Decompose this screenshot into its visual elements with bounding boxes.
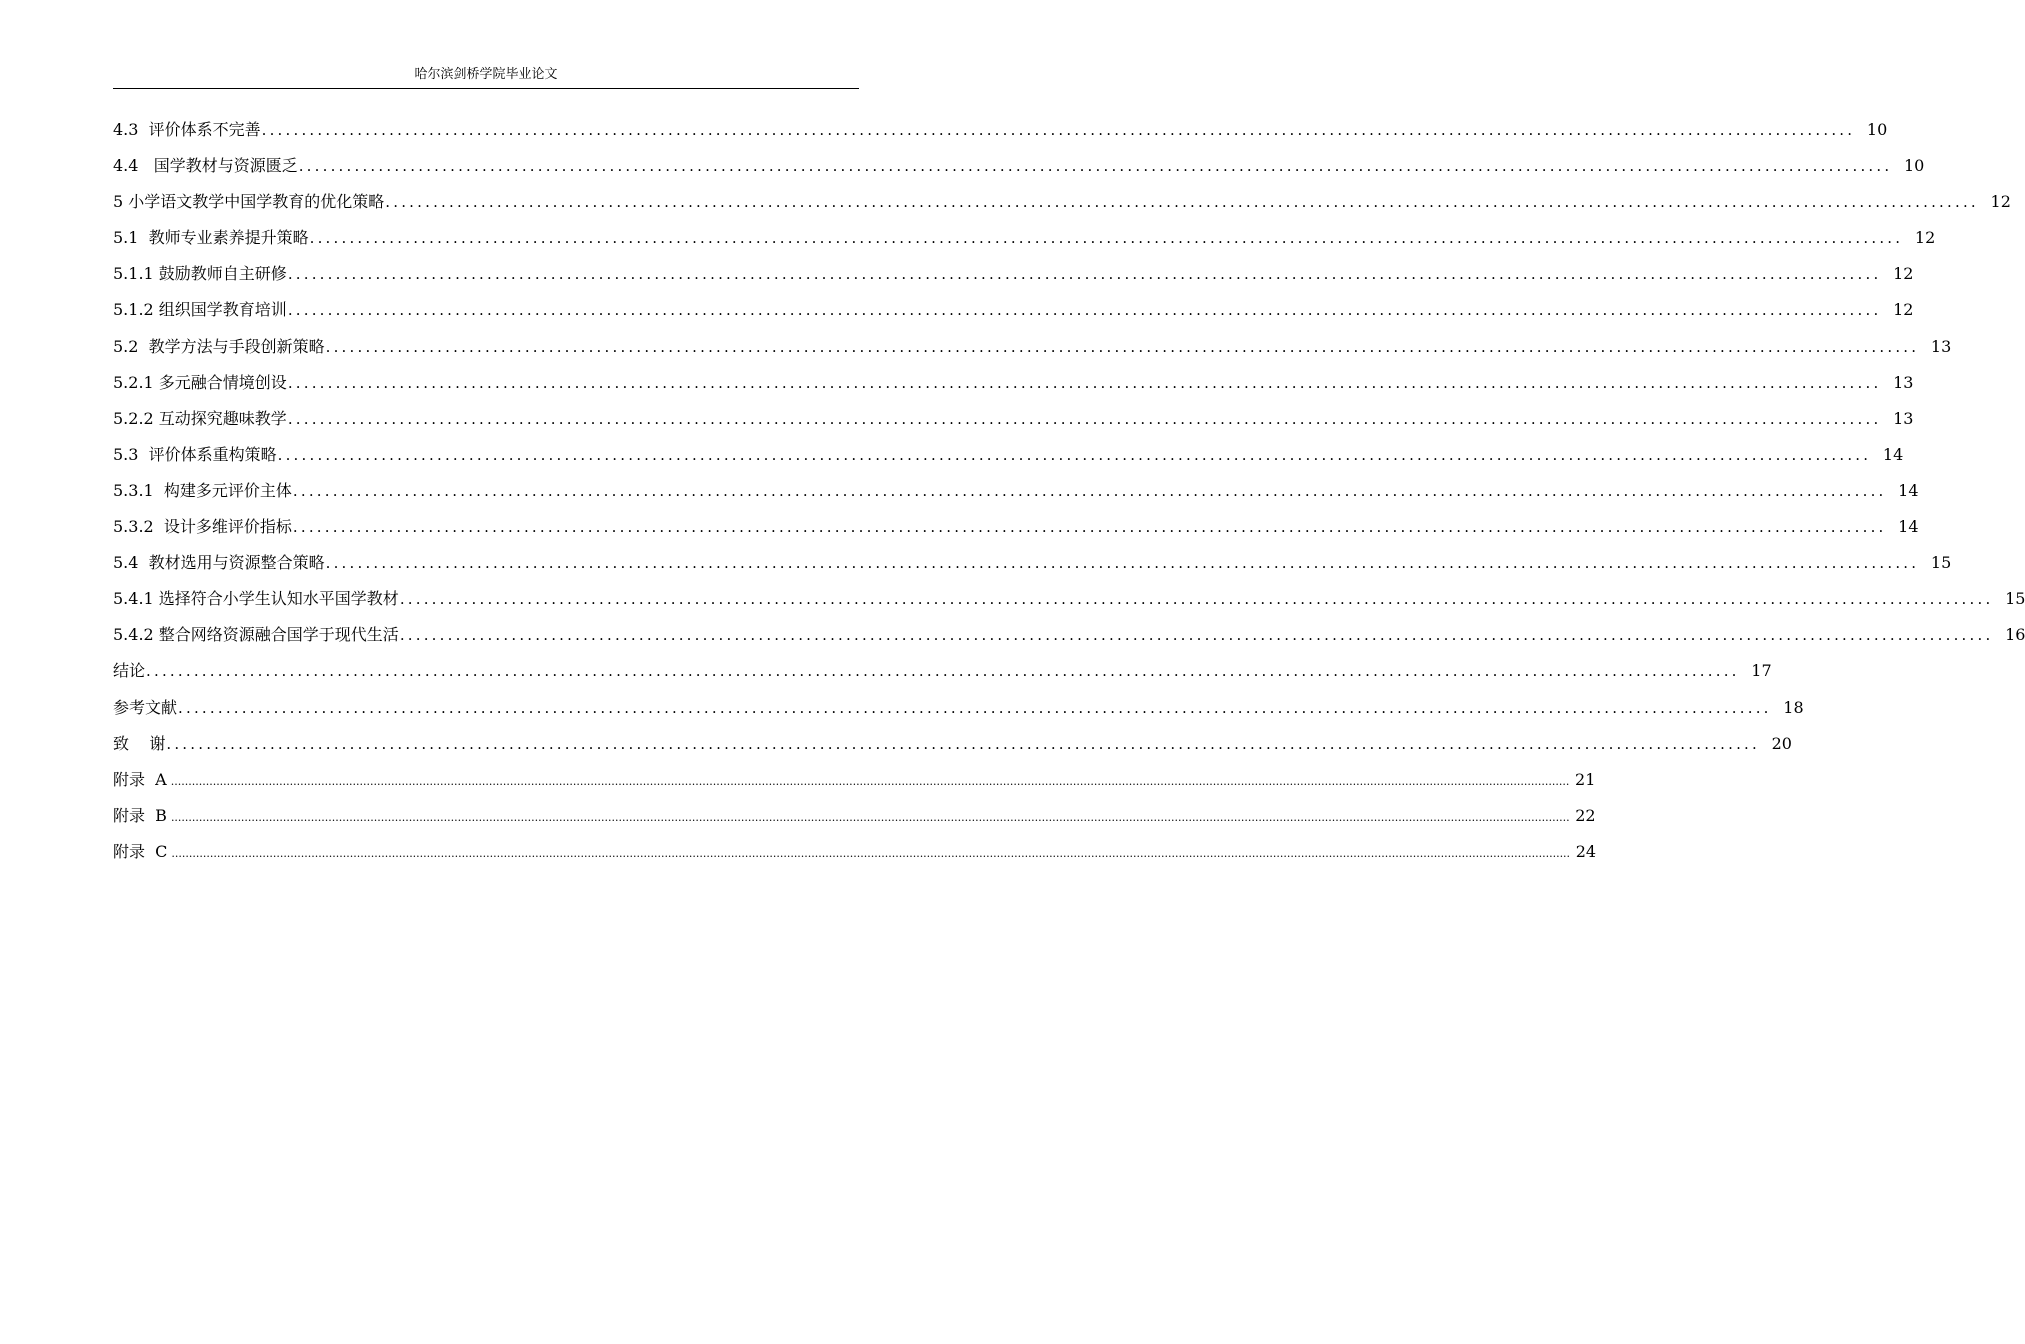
toc-entry[interactable] <box>113 188 2011 224</box>
toc-dot-leader: ................................................................................................................................................................................................................................................................................................................................................................................................................ <box>170 810 1570 824</box>
page-header: 哈尔滨剑桥学院毕业论文 <box>414 67 558 82</box>
toc-dot-leader: ........................................................................................................................................................................................................ <box>166 734 1760 753</box>
toc-dot-leader: ........................................................................................................................................................................................................ <box>287 265 1882 284</box>
toc-entry-page-number: 21 <box>1575 769 1596 789</box>
toc-entry[interactable] <box>113 296 1914 332</box>
toc-entry[interactable] <box>113 116 1888 152</box>
toc-entry-page-number: 15 <box>2005 589 2025 609</box>
toc-dot-leader: ........................................................................................................................................................................................................ <box>287 373 1882 392</box>
toc-entry-page-number: 14 <box>1898 517 1919 537</box>
toc-entry-title: 附录 C <box>113 841 168 861</box>
header-rule <box>113 88 859 89</box>
toc-entry-page-number: 15 <box>1930 553 1952 573</box>
toc-entry-page-number: 13 <box>1893 372 1914 392</box>
toc-entry-page-number: 13 <box>1930 336 1952 356</box>
toc-dot-leader: ........................................................................................................................................................................................................ <box>146 662 1740 681</box>
toc-entry-page-number: 12 <box>1914 228 1936 248</box>
toc-entry-page-number: 22 <box>1575 805 1596 825</box>
toc-entry-page-number: 12 <box>1893 264 1914 284</box>
toc-dot-leader: ........................................................................................................................................................................................................ <box>292 518 1887 537</box>
toc-dot-leader: ........................................................................................................................................................................................................ <box>325 337 1920 356</box>
table-of-contents <box>113 116 2025 874</box>
toc-entry-title: 5.2.2 互动探究趣味教学 <box>113 408 287 428</box>
toc-entry-title: 4.3 评价体系不完善 <box>113 120 261 139</box>
toc-entry[interactable] <box>113 838 1597 874</box>
toc-entry[interactable] <box>113 260 1914 296</box>
toc-entry-page-number: 16 <box>2005 625 2025 645</box>
toc-entry[interactable] <box>113 694 1804 730</box>
toc-entry-title: 附录 B <box>113 805 167 825</box>
toc-entry-page-number: 18 <box>1783 697 1804 717</box>
toc-entry[interactable] <box>113 405 1914 441</box>
toc-dot-leader: ........................................................................................................................................................................................................ <box>325 554 1920 573</box>
toc-entry-page-number: 10 <box>1903 156 1925 176</box>
toc-dot-leader: ........................................................................................................................................................................................................ <box>309 229 1904 248</box>
toc-dot-leader: ........................................................................................................................................................................................................ <box>292 481 1887 500</box>
toc-entry[interactable] <box>113 621 2025 657</box>
toc-entry-page-number: 12 <box>1990 192 2011 212</box>
toc-dot-leader: ........................................................................................................................................................................................................ <box>261 121 1856 139</box>
toc-entry-title: 5 小学语文教学中国学教育的优化策略 <box>113 192 385 212</box>
toc-dot-leader: ........................................................................................................................................................................................................ <box>298 157 1893 176</box>
toc-entry-page-number: 14 <box>1898 480 1919 500</box>
toc-dot-leader: ........................................................................................................................................................................................................ <box>385 193 1979 212</box>
toc-entry-title: 5.1 教师专业素养提升策略 <box>113 228 309 248</box>
toc-entry[interactable] <box>113 441 1904 477</box>
toc-dot-leader: ........................................................................................................................................................................................................ <box>287 301 1882 320</box>
toc-entry[interactable] <box>113 766 1596 802</box>
toc-entry-title: 5.4 教材选用与资源整合策略 <box>113 553 325 573</box>
toc-entry-page-number: 17 <box>1751 661 1772 681</box>
toc-entry-page-number: 12 <box>1893 300 1914 320</box>
toc-entry-title: 5.1.1 鼓励教师自主研修 <box>113 264 287 284</box>
toc-entry-title: 5.4.1 选择符合小学生认知水平国学教材 <box>113 589 399 609</box>
toc-entry[interactable] <box>113 585 2025 621</box>
toc-entry-page-number: 10 <box>1866 120 1888 139</box>
toc-dot-leader: ........................................................................................................................................................................................................ <box>399 626 1994 645</box>
toc-entry-title: 5.3 评价体系重构策略 <box>113 444 277 464</box>
toc-entry[interactable] <box>113 477 1919 513</box>
toc-entry-page-number: 13 <box>1893 408 1914 428</box>
toc-dot-leader: ................................................................................................................................................................................................................................................................................................................................................................................................................ <box>171 846 1571 860</box>
toc-dot-leader: ........................................................................................................................................................................................................ <box>399 590 1994 609</box>
toc-dot-leader: ........................................................................................................................................................................................................ <box>178 698 1772 717</box>
toc-entry[interactable] <box>113 152 1925 188</box>
toc-entry[interactable] <box>113 549 1952 585</box>
toc-entry-title: 5.3.2 设计多维评价指标 <box>113 517 292 537</box>
toc-dot-leader: ................................................................................................................................................................................................................................................................................................................................................................................................................ <box>170 774 1570 788</box>
toc-entry-page-number: 24 <box>1575 841 1597 861</box>
toc-entry[interactable] <box>113 224 1936 260</box>
toc-entry-title: 5.2 教学方法与手段创新策略 <box>113 336 325 356</box>
toc-entry-title: 参考文献 <box>113 697 178 717</box>
toc-entry-title: 5.4.2 整合网络资源融合国学于现代生活 <box>113 625 399 645</box>
toc-dot-leader: ........................................................................................................................................................................................................ <box>287 409 1882 428</box>
toc-entry-title: 4.4 国学教材与资源匮乏 <box>113 156 298 176</box>
toc-entry[interactable] <box>113 730 1792 766</box>
toc-entry-title: 致 谢 <box>113 733 166 753</box>
toc-entry-title: 5.1.2 组织国学教育培训 <box>113 300 287 320</box>
toc-entry[interactable] <box>113 333 1952 369</box>
toc-entry-title: 结论 <box>113 661 146 681</box>
toc-entry[interactable] <box>113 657 1772 693</box>
toc-entry-page-number: 20 <box>1771 733 1792 753</box>
toc-entry[interactable] <box>113 802 1596 838</box>
toc-entry-title: 5.2.1 多元融合情境创设 <box>113 372 287 392</box>
toc-entry[interactable] <box>113 369 1914 405</box>
toc-entry-page-number: 14 <box>1882 444 1904 464</box>
toc-entry[interactable] <box>113 513 1919 549</box>
toc-entry-title: 5.3.1 构建多元评价主体 <box>113 480 292 500</box>
toc-dot-leader: ........................................................................................................................................................................................................ <box>277 445 1872 464</box>
toc-entry-title: 附录 A <box>113 769 167 789</box>
